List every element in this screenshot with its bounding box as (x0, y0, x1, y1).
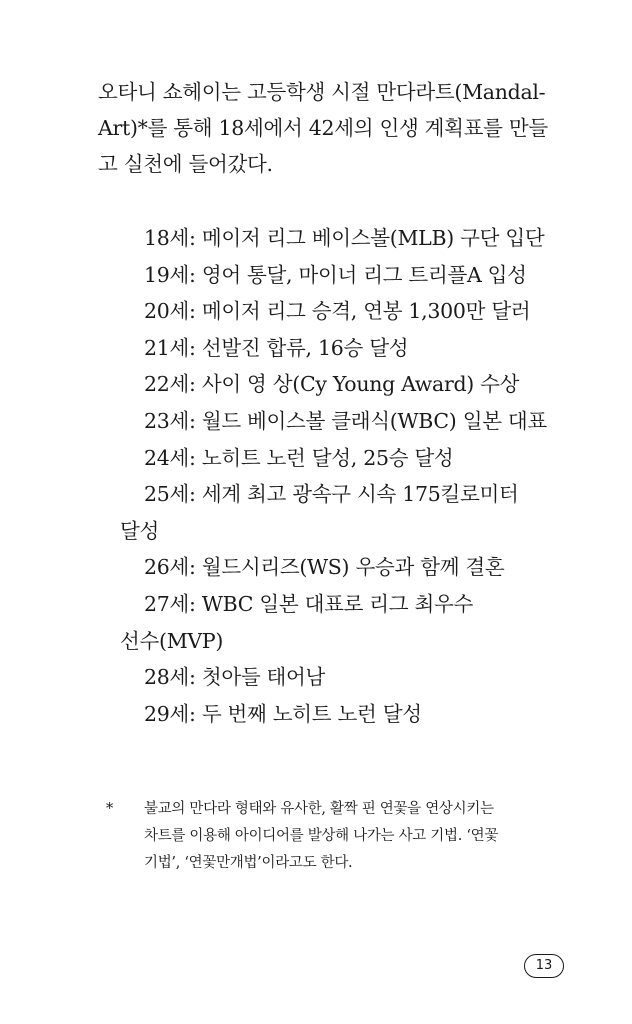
plan-text: 두 번째 노히트 노런 달성 (201, 701, 422, 726)
intro-paragraph (98, 74, 568, 182)
footnote-body (144, 796, 576, 877)
plan-item (120, 549, 590, 586)
plan-text-continued: 선수(MVP) (120, 628, 224, 653)
life-plan-list (120, 220, 590, 732)
plan-item (120, 257, 590, 294)
plan-item (120, 586, 590, 659)
plan-age: 25세: (144, 482, 196, 507)
plan-text: WBC 일본 대표로 리그 최우수 (201, 591, 474, 616)
plan-item (120, 293, 590, 330)
plan-age: 26세: (144, 555, 196, 580)
plan-age: 27세: (144, 591, 196, 616)
plan-age: 23세: (144, 408, 196, 433)
plan-age: 20세: (144, 299, 196, 324)
plan-text-continued: 달성 (120, 518, 160, 543)
plan-text: 노히트 노런 달성, 25승 달성 (201, 445, 454, 470)
plan-age: 29세: (144, 701, 196, 726)
plan-text: 월드 베이스볼 클래식(WBC) 일본 대표 (201, 408, 547, 433)
intro-line: 고 실천에 들어갔다. (98, 152, 273, 176)
plan-age: 19세: (144, 262, 196, 287)
plan-age: 21세: (144, 335, 196, 360)
footnote-line: 불교의 만다라 형태와 유사한, 활짝 핀 연꽃을 연상시키는 (144, 801, 494, 817)
page-number: 13 (524, 954, 564, 978)
plan-age: 28세: (144, 665, 196, 690)
intro-line: 오타니 쇼헤이는 고등학생 시절 만다라트(Mandal- (98, 80, 546, 104)
footnote (106, 796, 576, 877)
plan-text: 영어 통달, 마이너 리그 트리플A 입성 (201, 262, 527, 287)
footnote-line: 차트를 이용해 아이디어를 발상해 나가는 사고 기법. ‘연꽃 (144, 828, 499, 844)
plan-item (120, 403, 590, 440)
plan-age: 22세: (144, 372, 196, 397)
plan-text: 메이저 리그 베이스볼(MLB) 구단 입단 (201, 226, 545, 250)
plan-age: 24세: (144, 445, 196, 470)
plan-item (120, 220, 590, 257)
footnote-line: 기법’, ‘연꽃만개법’이라고도 한다. (144, 855, 353, 871)
plan-text: 세계 최고 광속구 시속 175킬로미터 (201, 482, 519, 507)
plan-text: 메이저 리그 승격, 연봉 1,300만 달러 (201, 299, 531, 324)
plan-item (120, 659, 590, 696)
plan-age: 18세: (144, 226, 196, 250)
plan-item (120, 366, 590, 403)
plan-item (120, 476, 590, 549)
plan-text: 사이 영 상(Cy Young Award) 수상 (201, 372, 520, 397)
plan-text: 월드시리즈(WS) 우승과 함께 결혼 (201, 555, 505, 580)
plan-item (120, 330, 590, 367)
plan-text: 첫아들 태어남 (201, 665, 326, 690)
plan-text: 선발진 합류, 16승 달성 (201, 335, 409, 360)
plan-item (120, 440, 590, 477)
footnote-mark: * (106, 801, 113, 817)
plan-item (120, 696, 590, 733)
intro-line: Art)*를 통해 18세에서 42세의 인생 계획표를 만들 (98, 116, 548, 140)
